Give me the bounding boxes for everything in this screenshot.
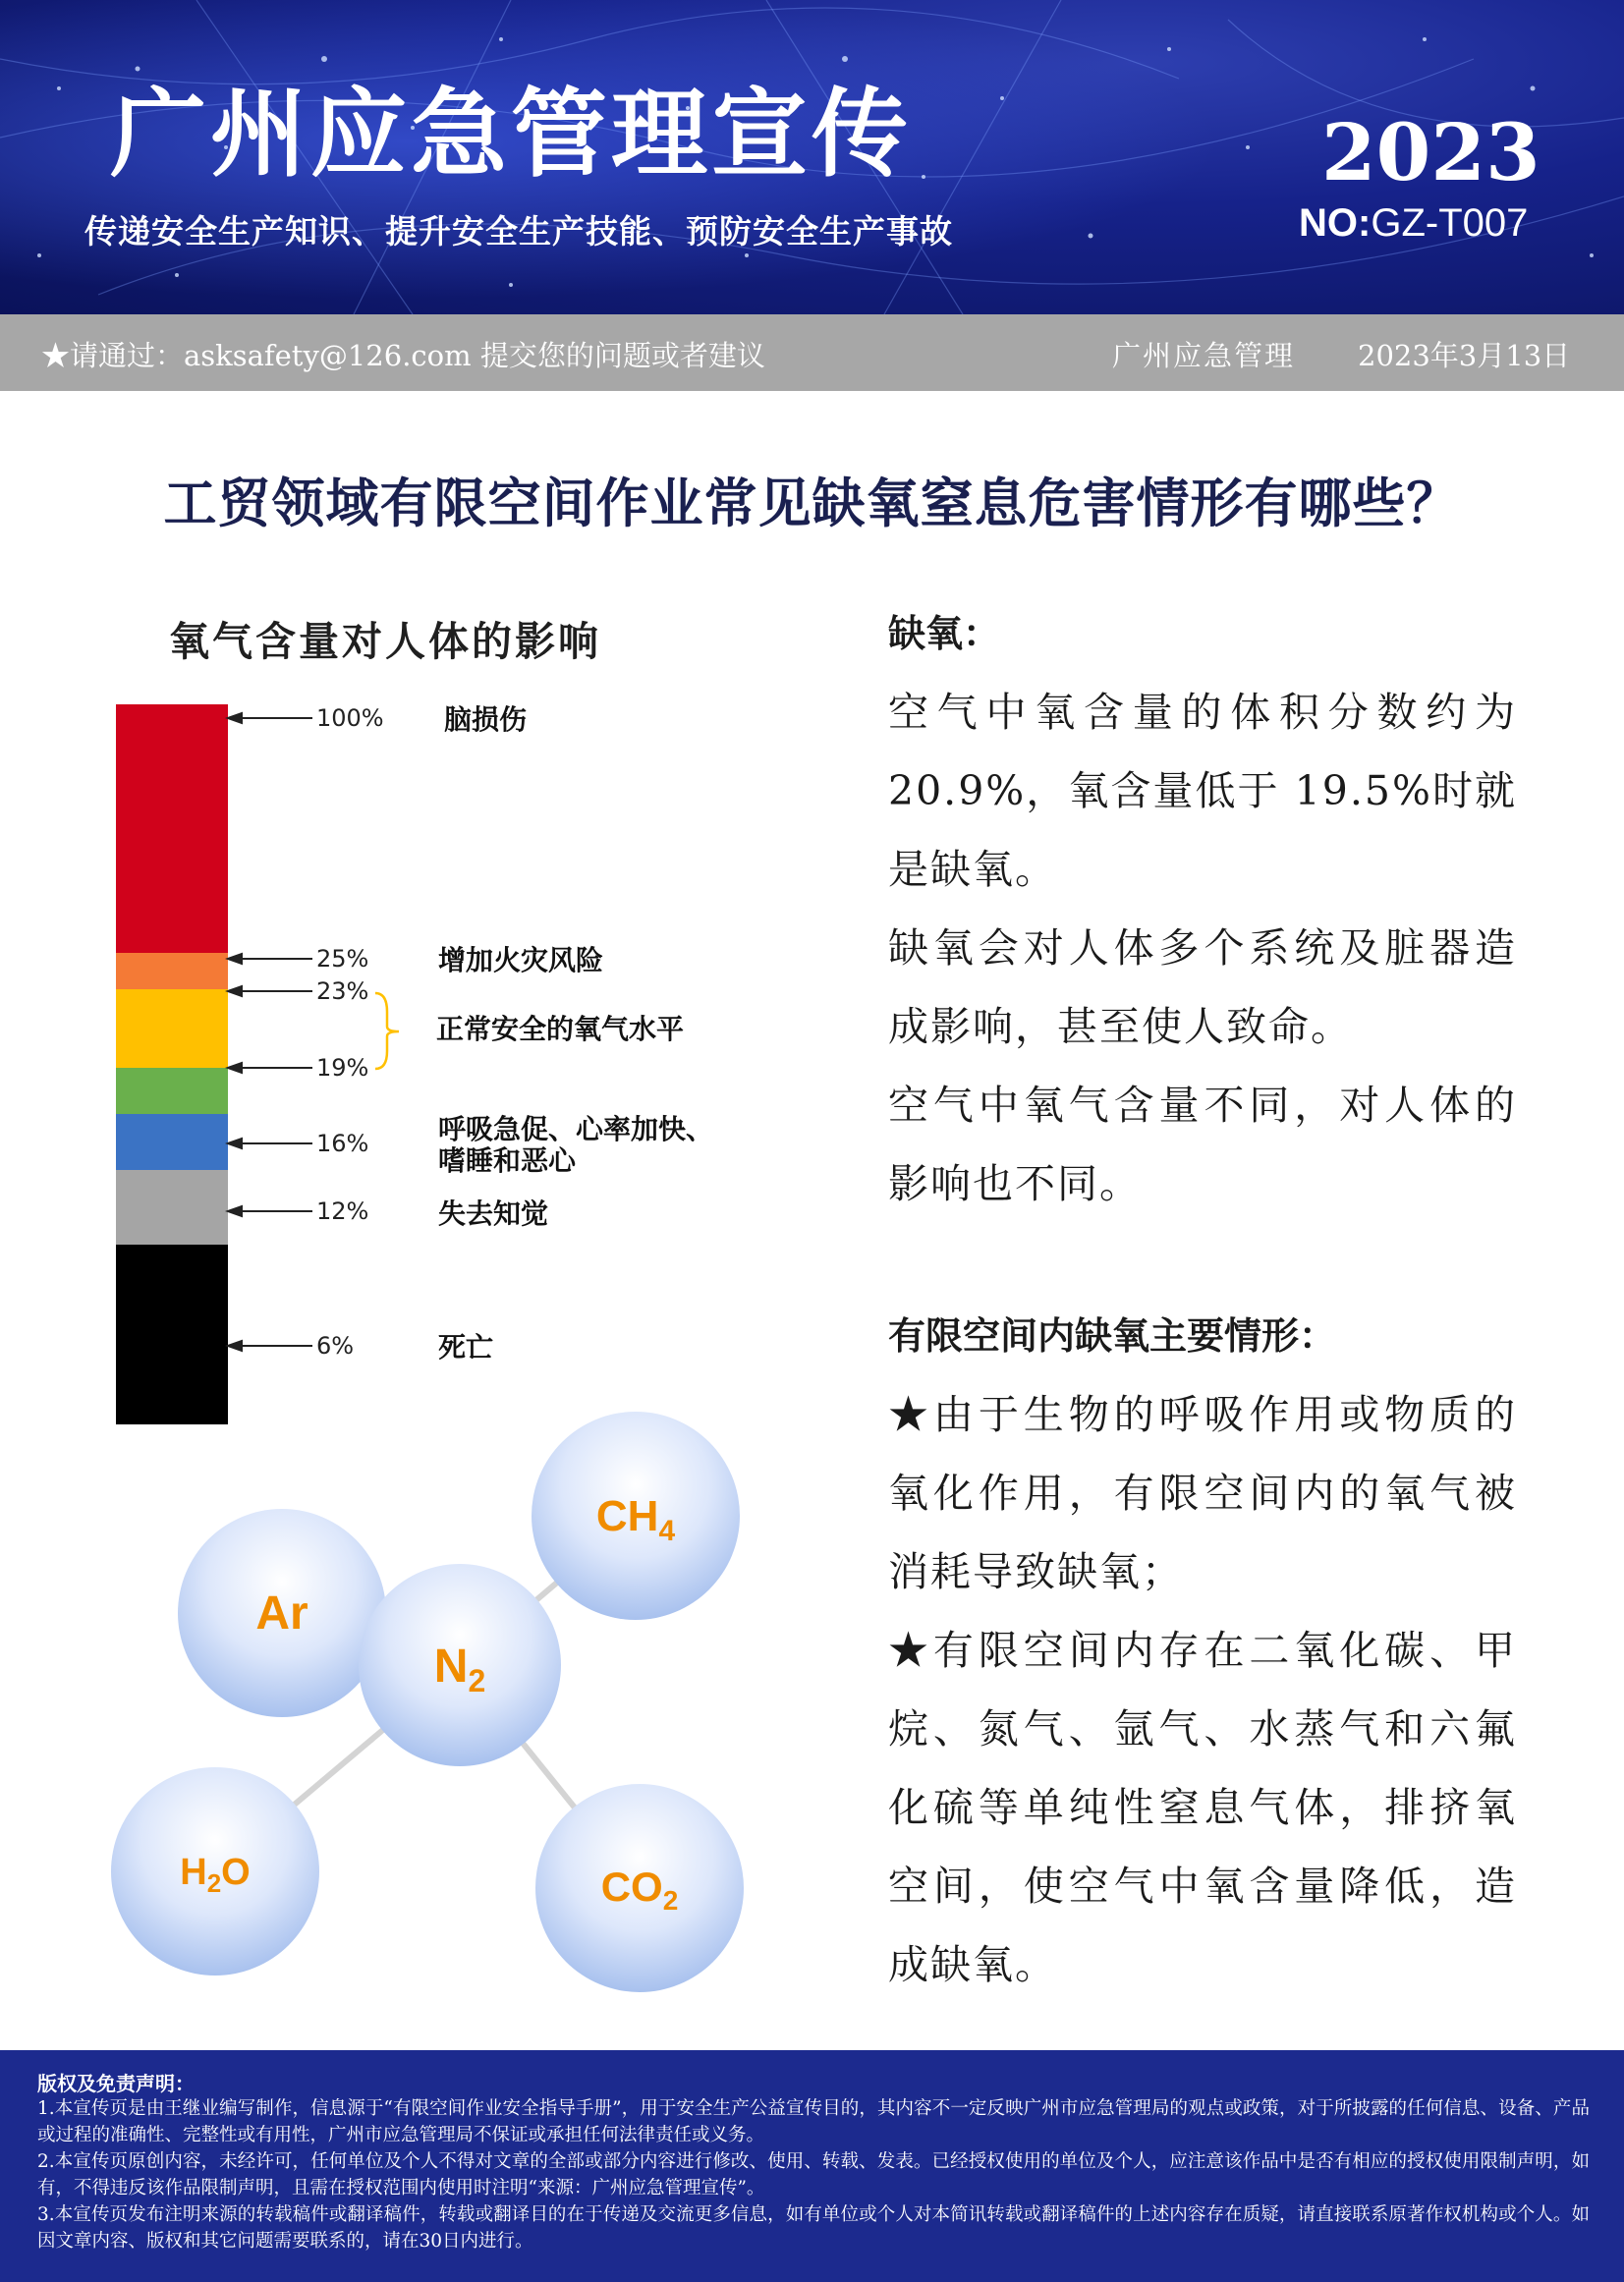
pct-label-6: 6%: [316, 1332, 355, 1360]
header-banner: [0, 0, 1624, 314]
pct-label-12: 12%: [316, 1197, 369, 1225]
section-hypoxia-para-1: 空气中氧含量的体积分数约为20.9%，氧含量低于 19.5%时就是缺氧。: [888, 689, 1517, 893]
bubble-h2o: [111, 1767, 319, 1976]
publish-date: 2023年3月13日: [1358, 339, 1571, 372]
disclaimer-title: 版权及免责声明：: [37, 2072, 195, 2095]
issue-number-value: GZ-T007: [1371, 201, 1529, 245]
section-situations-para-1: ★由于生物的呼吸作用或物质的氧化作用，有限空间内的氧气被消耗导致缺氧；: [888, 1391, 1517, 1595]
pct-label-100: 100%: [316, 704, 384, 732]
band-death: [116, 1245, 228, 1424]
effect-label-breathing-1: 呼吸急促、心率加快、: [438, 1113, 714, 1145]
disclaimer-body: [37, 2095, 1590, 2254]
oxygen-level-chart: [98, 688, 806, 1434]
pct-label-16: 16%: [316, 1130, 369, 1157]
effect-label-death: 死亡: [438, 1331, 494, 1364]
publication-subtitle: 传递安全生产知识、提升安全生产技能、预防安全生产事故: [84, 212, 953, 250]
section-hypoxia-heading: 缺氧：: [888, 611, 1001, 655]
effect-label-breathing-2: 嗜睡和恶心: [438, 1144, 577, 1177]
article-headline: 工贸领域有限空间作业常见缺氧窒息危害情形有哪些？: [163, 473, 1461, 534]
pct-label-23: 23%: [316, 977, 369, 1005]
bubble-co2: [535, 1784, 744, 1992]
band-unconscious: [116, 1170, 228, 1245]
bubble-ch4: [532, 1412, 740, 1620]
molecule-ch4-text: $CH_4$: [595, 1492, 676, 1547]
band-low: [116, 1068, 228, 1114]
band-brain-damage: [116, 704, 228, 953]
publication-title: 广州应急管理宣传: [110, 79, 913, 191]
gas-molecules-graphic: [98, 1405, 766, 1994]
bubble-n2: [359, 1564, 561, 1766]
pct-label-25: 25%: [316, 945, 369, 973]
band-normal: [116, 989, 228, 1068]
section-situations-para-2: ★有限空间内存在二氧化碳、甲烷、氮气、氩气、水蒸气和六氟化硫等单纯性窒息气体，排挤氧空间，使空气中氧含量降低，造成缺氧。: [888, 1627, 1517, 1988]
disclaimer-item: 1.本宣传页是由王继业编写制作，信息源于“有限空间作业安全指导手册”，用于安全生产公益宣传目的，其内容不一定反映广州市应急管理局的观点或政策，对于所披露的任何信息、设备、产品或过程的准确性、完整性或有用性，广州市应急管理局不保证或承担任何法律责任或义务。: [37, 2098, 1590, 2145]
bubble-ar: [178, 1509, 386, 1717]
band-breathing: [116, 1114, 228, 1170]
section-hypoxia: [888, 594, 1517, 1223]
arrow-markers: [228, 713, 312, 1351]
oxygen-chart-title: 氧气含量对人体的影响: [169, 618, 601, 665]
organization-name: 广州应急管理: [1112, 339, 1296, 372]
molecule-n2-text: $N_2$: [433, 1641, 486, 1698]
band-fire-risk: [116, 953, 228, 989]
section-situations: [888, 1297, 1517, 2004]
effect-label-fire-risk: 增加火灾风险: [438, 944, 604, 976]
molecule-h2o-text: $H_2O$: [180, 1852, 251, 1898]
disclaimer-item: 2.本宣传页原创内容，未经许可，任何单位及个人不得对文章的全部或部分内容进行修改、使用、转载、发表。已经授权使用的单位及个人，应注意该作品中是否有相应的授权使用限制声明，如有，不得违反该作品限制声明，且需在授权范围内使用时注明“来源：广州应急管理宣传”。: [37, 2151, 1590, 2199]
disclaimer-item: 3.本宣传页发布注明来源的转载稿件或翻译稿件，转载或翻译目的在于传递及交流更多信息，如有单位或个人对本简讯转载或翻译稿件的上述内容存在质疑，请直接联系原著作权机构或个人。如因文章内容、版权和其它问题需要联系的，请在30日内进行。: [37, 2204, 1590, 2252]
contact-text: ★请通过：asksafety@126.com 提交您的问题或者建议: [41, 339, 765, 372]
normal-range-bracket: [375, 993, 399, 1069]
issue-year: 2023: [1321, 106, 1540, 198]
effect-label-normal: 正常安全的氧气水平: [436, 1013, 685, 1045]
section-hypoxia-para-3: 空气中氧气含量不同，对人体的影响也不同。: [888, 1082, 1517, 1207]
issue-number: [1299, 201, 1528, 246]
info-bar: [0, 314, 1624, 391]
molecule-co2-text: $CO_2$: [600, 1864, 679, 1916]
issue-number-label: NO:: [1299, 201, 1372, 245]
pct-label-19: 19%: [316, 1054, 369, 1082]
disclaimer-footer: [0, 2050, 1624, 2282]
section-hypoxia-para-2: 缺氧会对人体多个系统及脏器造成影响，甚至使人致命。: [888, 924, 1517, 1050]
effect-label-brain-damage: 脑损伤: [444, 703, 528, 736]
effect-label-unconscious: 失去知觉: [438, 1197, 549, 1230]
molecule-ar-text: Ar: [255, 1587, 308, 1640]
section-situations-heading: 有限空间内缺氧主要情形：: [888, 1313, 1337, 1358]
